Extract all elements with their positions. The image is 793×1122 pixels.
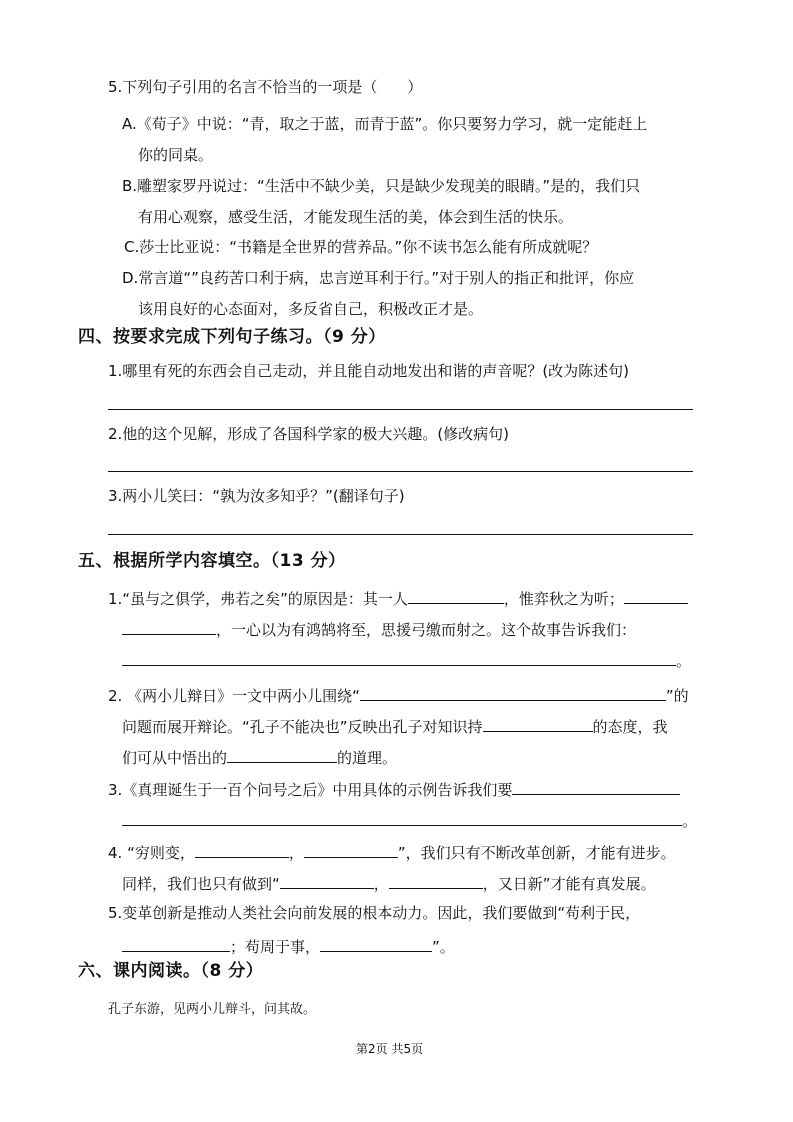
- s5-q5-blank-2[interactable]: [320, 937, 432, 952]
- s5-q5-blank-1[interactable]: [122, 937, 230, 952]
- s5-q2-text-d: 的态度，我: [592, 718, 668, 736]
- s5-q4-text-c: ”，我们只有不断改革创新，才能有进步。: [397, 844, 676, 862]
- s5-q2-blank-1[interactable]: [360, 686, 666, 701]
- s5-q5-line1: 5.变革创新是推动人类社会向前发展的根本动力。因此，我们要做到“苟利于民，: [108, 904, 641, 922]
- s5-q5-text-c: ”。: [432, 938, 455, 956]
- s5-q1-blank-2[interactable]: [624, 589, 688, 604]
- s5-q1-text-a: 1.“虽与之俱学，弗若之矣”的原因是：其一人: [108, 590, 408, 608]
- s5-q2-text-b: ”的: [665, 687, 689, 705]
- s4-q2: 2.他的这个见解，形成了各国科学家的极大兴趣。(修改病句): [108, 425, 510, 443]
- s5-q4-text-f: ，又日新”才能有真发展。: [482, 875, 656, 893]
- s4-q3: 3.两小儿笑曰：“孰为汝多知乎？”(翻译句子): [108, 487, 405, 505]
- s5-q1-blank-3[interactable]: [122, 620, 216, 635]
- s5-q4-text-e: ，: [373, 875, 389, 893]
- s4-q1-answer-line[interactable]: [108, 409, 693, 410]
- q5-option-c: C.莎士比亚说：“书籍是全世界的营养品。”你不读书怎么能有所成就呢？: [124, 238, 598, 256]
- s5-q2-text-c: 问题而展开辩论。“孔子不能决也”反映出孔子对知识持: [122, 718, 483, 736]
- q5-option-a-line2: 你的同桌。: [138, 146, 214, 164]
- s5-q3-end: 。: [682, 812, 698, 830]
- q5-option-b-line2: 有用心观察，感受生活，才能发现生活的美，体会到生活的快乐。: [138, 208, 574, 226]
- s5-q1-text-c: ，一心以为有鸿鹄将至，思援弓缴而射之。这个故事告诉我们：: [216, 621, 637, 639]
- s5-q4-line1: [108, 843, 676, 861]
- s5-q4-line2: [122, 874, 656, 892]
- s6-passage: 孔子东游，见两小儿辩斗，问其故。: [108, 1002, 317, 1017]
- q5-option-d-line2: 该用良好的心态面对，多反省自己，积极改正才是。: [138, 300, 484, 318]
- page-number: 第2页 共5页: [356, 1042, 424, 1056]
- s5-q4-text-d: 同样，我们也只有做到“: [122, 875, 280, 893]
- s5-q2-blank-2[interactable]: [483, 717, 593, 732]
- s5-q1-line2: [122, 620, 636, 638]
- s5-q2-line2: [122, 717, 668, 735]
- s5-q2-blank-3[interactable]: [227, 748, 337, 763]
- s5-q2-line1: [108, 686, 689, 704]
- s4-q3-answer-line[interactable]: [108, 534, 693, 535]
- s5-q4-text-b: ，: [288, 844, 304, 862]
- q5-stem: 5.下列句子引用的名言不恰当的一项是（ ）: [108, 78, 423, 96]
- s5-q1-blank-1[interactable]: [408, 589, 504, 604]
- q5-option-b-line1: B.雕塑家罗丹说过：“生活中不缺少美，只是缺少发现美的眼睛。”是的，我们只: [122, 177, 641, 195]
- section-4-title: 四、按要求完成下列句子练习。（9 分）: [78, 327, 386, 347]
- s5-q3-blank-2[interactable]: [122, 811, 682, 826]
- s5-q3-line2: [122, 811, 697, 829]
- section-5-title: 五、根据所学内容填空。（13 分）: [78, 551, 346, 571]
- s4-q2-answer-line[interactable]: [108, 471, 693, 472]
- s5-q4-text-a: 4. “穷则变，: [108, 844, 195, 862]
- s5-q2-text-a: 2. 《两小儿辩日》一文中两小儿围绕“: [108, 687, 360, 705]
- s5-q3-line1: [108, 780, 680, 798]
- s5-q4-blank-1[interactable]: [195, 843, 289, 858]
- s5-q5-text-b: ；苟周于事，: [230, 938, 321, 956]
- section-6-title: 六、课内阅读。（8 分）: [78, 961, 264, 981]
- s5-q2-line3: [122, 748, 397, 766]
- s5-q5-line2: [122, 937, 455, 955]
- q5-option-a-line1: A.《荀子》中说：“青，取之于蓝，而青于蓝”。你只要努力学习，就一定能赶上: [122, 115, 648, 133]
- s4-q1: 1.哪里有死的东西会自己走动，并且能自动地发出和谐的声音呢？(改为陈述句): [108, 362, 630, 380]
- s5-q4-blank-3[interactable]: [280, 874, 374, 889]
- s5-q4-blank-2[interactable]: [304, 843, 398, 858]
- s5-q1-line3: [122, 651, 691, 669]
- s5-q3-blank-1[interactable]: [512, 780, 680, 795]
- s5-q3-text-a: 3.《真理诞生于一百个问号之后》中用具体的示例告诉我们要: [108, 781, 513, 799]
- s5-q1-blank-4[interactable]: [122, 651, 676, 666]
- q5-option-d-line1: D.常言道“”良药苦口利于病，忠言逆耳利于行。”对于别人的指正和批评，你应: [122, 269, 635, 287]
- s5-q1-text-b: ，惟弈秋之为听；: [503, 590, 624, 608]
- s5-q1-line1: [108, 589, 688, 607]
- s5-q1-end: 。: [676, 652, 692, 670]
- s5-q2-text-f: 的道理。: [337, 749, 398, 767]
- s5-q4-blank-4[interactable]: [389, 874, 483, 889]
- s5-q2-text-e: 们可从中悟出的: [122, 749, 228, 767]
